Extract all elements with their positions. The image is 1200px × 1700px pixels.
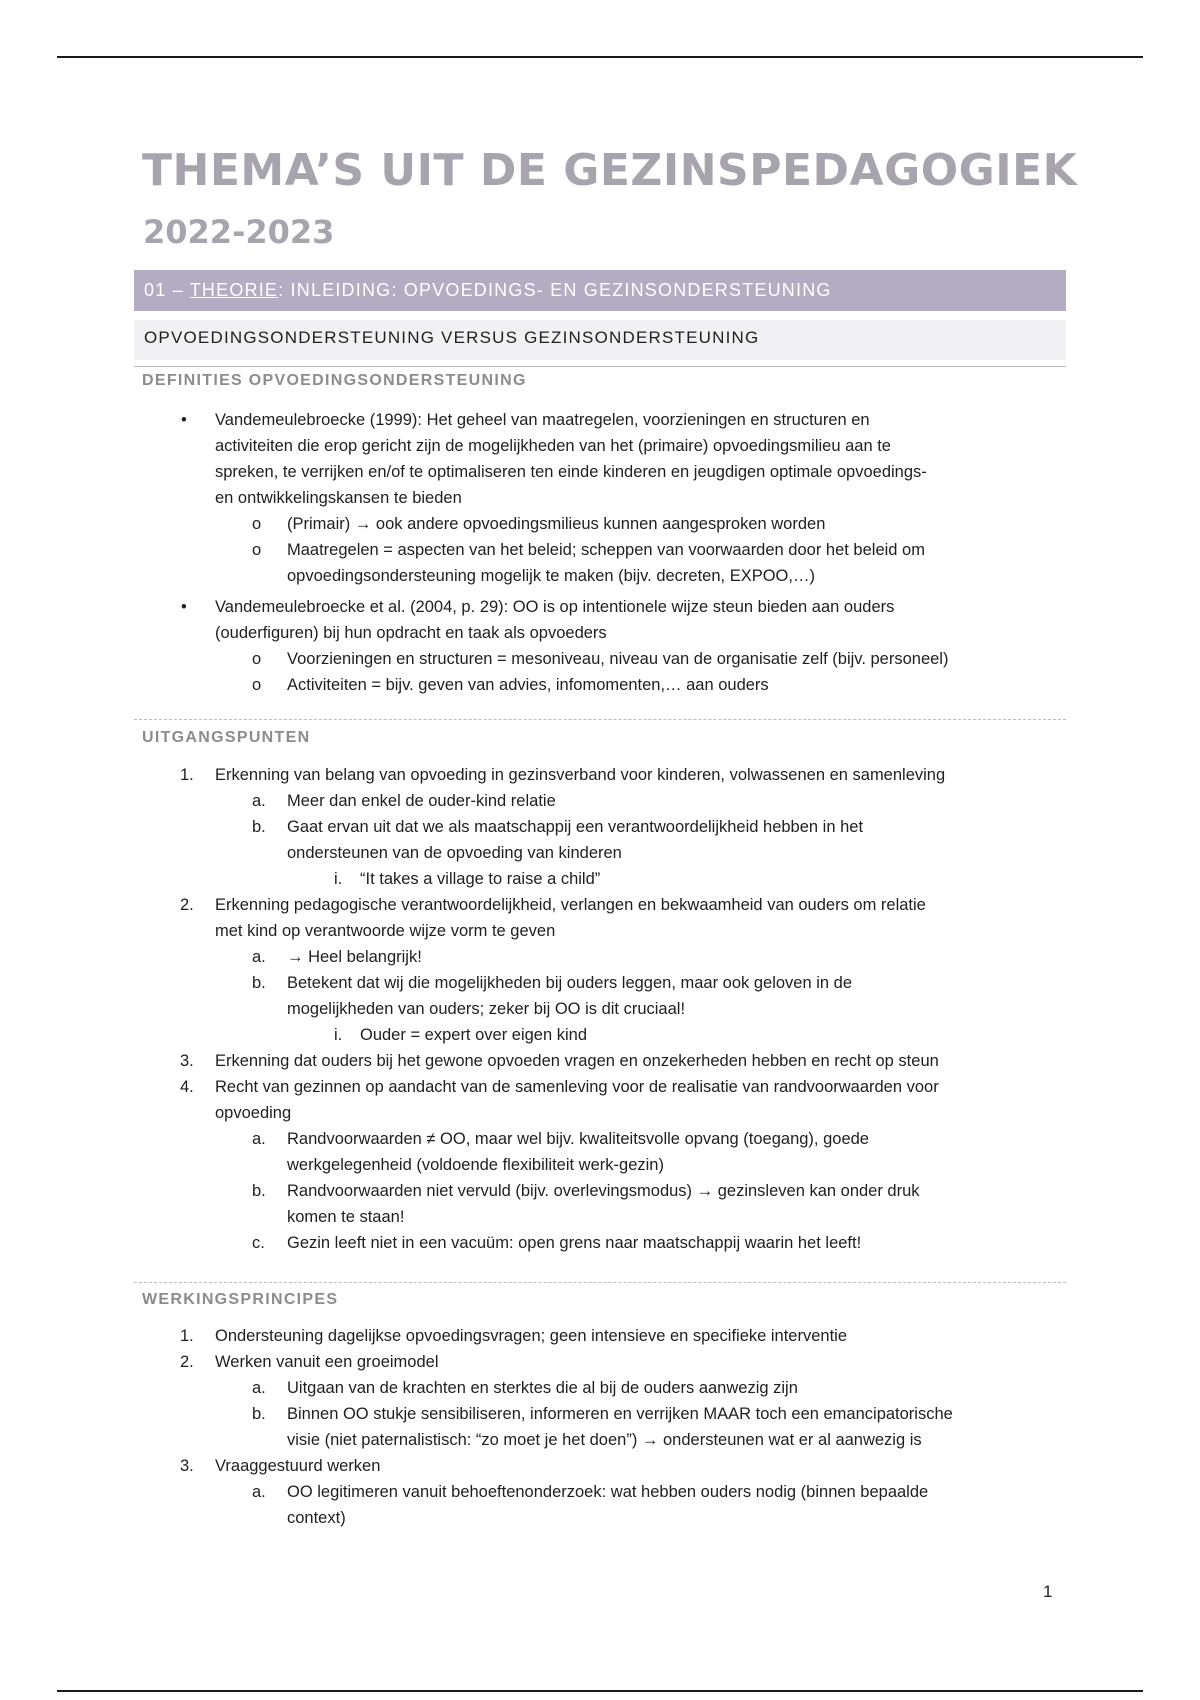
line: Maatregelen = aspecten van het beleid; scheppen van voorwaarden door het beleid om bbox=[287, 541, 925, 559]
number-marker: 2. bbox=[180, 1353, 194, 1371]
line: Erkenning pedagogische verantwoordelijkheid, verlangen en bekwaamheid van ouders om relatie bbox=[215, 896, 926, 914]
letter-marker: a. bbox=[252, 1130, 266, 1148]
list-item bbox=[287, 788, 556, 814]
letter-marker: a. bbox=[252, 948, 266, 966]
heading-underline bbox=[134, 366, 1066, 367]
line: Erkenning dat ouders bij het gewone opvoeden vragen en onzekerheden hebben en recht op steun bbox=[215, 1052, 939, 1070]
line: activiteiten die erop gericht zijn de mogelijkheden van het (primaire) opvoedingsmilieu aan te bbox=[215, 437, 891, 455]
line: Vraaggestuurd werken bbox=[215, 1457, 381, 1475]
roman-marker: i. bbox=[334, 870, 343, 888]
list-item bbox=[215, 1048, 939, 1074]
sub-bullet-marker: o bbox=[252, 676, 262, 694]
line: visie (niet paternalistisch: “zo moet je het doen”) → ondersteunen wat er al aanwezig is bbox=[287, 1431, 922, 1449]
list-item bbox=[287, 970, 852, 1022]
number-marker: 3. bbox=[180, 1052, 194, 1070]
list-item bbox=[287, 814, 863, 866]
line: Binnen OO stukje sensibiliseren, informeren en verrijken MAAR toch een emancipatorische bbox=[287, 1405, 953, 1423]
line: Activiteiten = bijv. geven van advies, infomomenten,… aan ouders bbox=[287, 676, 769, 694]
line: opvoedingsondersteuning mogelijk te maken (bijv. decreten, EXPOO,…) bbox=[287, 567, 815, 585]
section-divider bbox=[134, 719, 1066, 720]
sub-bullet-marker: o bbox=[252, 515, 262, 533]
letter-marker: b. bbox=[252, 1405, 266, 1423]
subheading-werkingsprincipes: WERKINGSPRINCIPES bbox=[142, 1291, 339, 1308]
number-marker: 1. bbox=[180, 1327, 194, 1345]
list-item bbox=[287, 646, 948, 672]
bottom-rule bbox=[57, 1690, 1143, 1692]
list-item bbox=[287, 1401, 953, 1453]
line: (ouderfiguren) bij hun opdracht en taak als opvoeders bbox=[215, 624, 607, 642]
line: Vandemeulebroecke et al. (2004, p. 29): OO is op intentionele wijze steun bieden aan ouders bbox=[215, 598, 895, 616]
academic-year: 2022-2023 bbox=[143, 213, 335, 251]
line: Erkenning van belang van opvoeding in gezinsverband voor kinderen, volwassenen en samenleving bbox=[215, 766, 946, 784]
list-item bbox=[287, 537, 925, 589]
top-rule bbox=[57, 56, 1143, 58]
number-marker: 3. bbox=[180, 1457, 194, 1475]
letter-marker: b. bbox=[252, 1182, 266, 1200]
letter-marker: a. bbox=[252, 792, 266, 810]
list-item bbox=[287, 1178, 920, 1230]
line: → Heel belangrijk! bbox=[287, 948, 422, 966]
line: Gaat ervan uit dat we als maatschappij een verantwoordelijkheid hebben in het bbox=[287, 818, 864, 836]
line: Werken vanuit een groeimodel bbox=[215, 1353, 439, 1371]
line: (Primair) → ook andere opvoedingsmilieus kunnen aangesproken worden bbox=[287, 515, 826, 533]
subheading-uitgangspunten: UITGANGSPUNTEN bbox=[142, 729, 311, 746]
document-title: THEMA’S UIT DE GEZINSPEDAGOGIEK bbox=[142, 145, 1078, 196]
list-item bbox=[215, 892, 926, 944]
line: OO legitimeren vanuit behoeftenonderzoek: wat hebben ouders nodig (binnen bepaalde bbox=[287, 1483, 929, 1501]
line: Meer dan enkel de ouder-kind relatie bbox=[287, 792, 556, 810]
list-item bbox=[287, 1479, 928, 1531]
chapter-heading bbox=[134, 270, 1066, 311]
line: Randvoorwaarden niet vervuld (bijv. overlevingsmodus) → gezinsleven kan onder druk bbox=[287, 1182, 920, 1200]
list-item bbox=[215, 1323, 847, 1349]
letter-marker: a. bbox=[252, 1379, 266, 1397]
list-item bbox=[215, 1349, 439, 1375]
letter-marker: c. bbox=[252, 1234, 265, 1252]
number-marker: 4. bbox=[180, 1078, 194, 1096]
chapter-title: : INLEIDING: OPVOEDINGS- EN GEZINSONDERSTEUNING bbox=[278, 280, 832, 300]
letter-marker: b. bbox=[252, 818, 266, 836]
sub-bullet-marker: o bbox=[252, 650, 262, 668]
line: komen te staan! bbox=[287, 1208, 405, 1226]
section-divider bbox=[134, 1282, 1066, 1283]
subheading-definities: DEFINITIES OPVOEDINGSONDERSTEUNING bbox=[142, 372, 527, 389]
number-marker: 2. bbox=[180, 896, 194, 914]
list-item bbox=[215, 1074, 939, 1126]
letter-marker: a. bbox=[252, 1483, 266, 1501]
list-item bbox=[360, 1022, 587, 1048]
section-heading: OPVOEDINGSONDERSTEUNING VERSUS GEZINSONDERSTEUNING bbox=[134, 320, 1066, 360]
chapter-theory-label: THEORIE bbox=[189, 280, 279, 300]
line: spreken, te verrijken en/of te optimaliseren ten einde kinderen en jeugdigen optimale opvoedings- bbox=[215, 463, 927, 481]
line: en ontwikkelingskansen te bieden bbox=[215, 489, 462, 507]
line: Vandemeulebroecke (1999): Het geheel van maatregelen, voorzieningen en structuren en bbox=[215, 411, 870, 429]
list-item bbox=[287, 1126, 869, 1178]
line: “It takes a village to raise a child” bbox=[360, 870, 601, 888]
bullet-marker: • bbox=[181, 411, 187, 429]
list-item bbox=[287, 672, 769, 698]
sub-bullet-marker: o bbox=[252, 541, 262, 559]
line: Ondersteuning dagelijkse opvoedingsvragen; geen intensieve en specifieke interventie bbox=[215, 1327, 848, 1345]
chapter-prefix: 01 – bbox=[144, 280, 190, 300]
number-marker: 1. bbox=[180, 766, 194, 784]
line: Gezin leeft niet in een vacuüm: open grens naar maatschappij waarin het leeft! bbox=[287, 1234, 862, 1252]
roman-marker: i. bbox=[334, 1026, 343, 1044]
list-item bbox=[215, 594, 894, 646]
list-item bbox=[215, 1453, 380, 1479]
line: ondersteunen van de opvoeding van kinderen bbox=[287, 844, 622, 862]
line: Recht van gezinnen op aandacht van de samenleving voor de realisatie van randvoorwaarden voor bbox=[215, 1078, 939, 1096]
bullet-marker: • bbox=[181, 598, 187, 616]
list-item bbox=[215, 407, 927, 511]
list-item bbox=[215, 762, 945, 788]
list-item bbox=[287, 944, 422, 970]
list-item bbox=[287, 511, 825, 537]
line: Randvoorwaarden ≠ OO, maar wel bijv. kwaliteitsvolle opvang (toegang), goede bbox=[287, 1130, 869, 1148]
line: Betekent dat wij die mogelijkheden bij ouders leggen, maar ook geloven in de bbox=[287, 974, 853, 992]
letter-marker: b. bbox=[252, 974, 266, 992]
line: mogelijkheden van ouders; zeker bij OO is dit cruciaal! bbox=[287, 1000, 686, 1018]
line: Voorzieningen en structuren = mesoniveau, niveau van de organisatie zelf (bijv. personeel) bbox=[287, 650, 949, 668]
line: context) bbox=[287, 1509, 346, 1527]
line: Uitgaan van de krachten en sterktes die al bij de ouders aanwezig zijn bbox=[287, 1379, 798, 1397]
list-item bbox=[360, 866, 600, 892]
list-item bbox=[287, 1230, 861, 1256]
line: met kind op verantwoorde wijze vorm te geven bbox=[215, 922, 556, 940]
list-item bbox=[287, 1375, 798, 1401]
page-number: 1 bbox=[1043, 1582, 1053, 1601]
line: opvoeding bbox=[215, 1104, 292, 1122]
line: Ouder = expert over eigen kind bbox=[360, 1026, 588, 1044]
line: werkgelegenheid (voldoende flexibiliteit werk-gezin) bbox=[287, 1156, 664, 1174]
